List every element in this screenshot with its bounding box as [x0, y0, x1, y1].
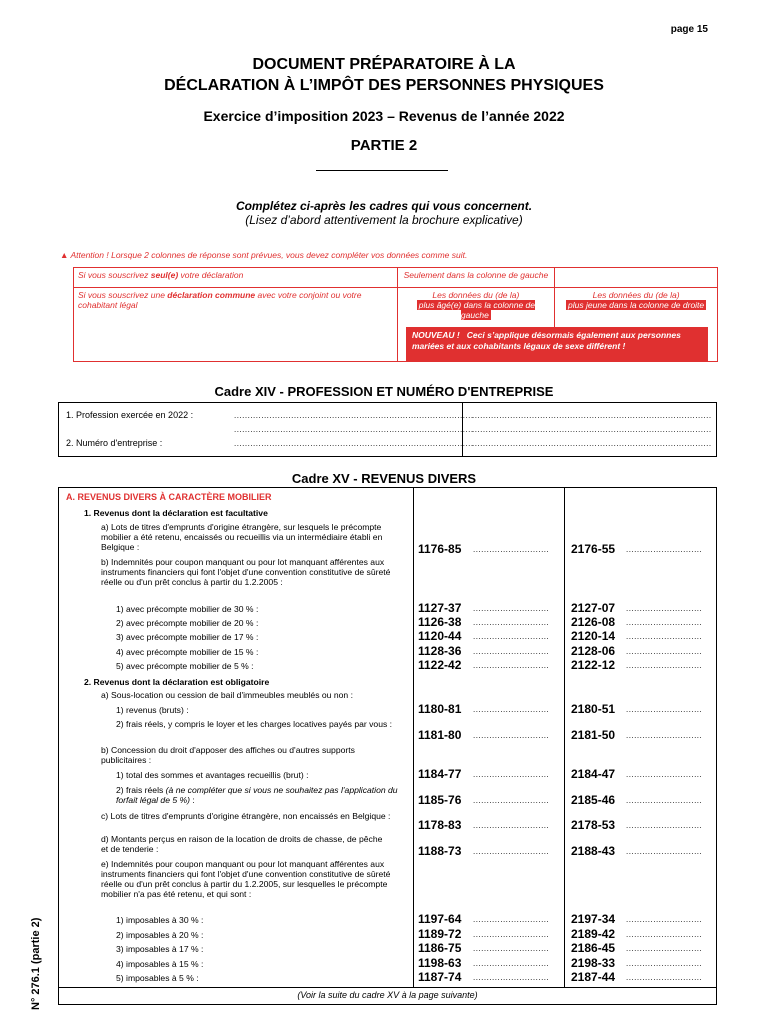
code-a1-right: 2176-55	[571, 542, 616, 556]
code-b1-3-right: 2120-14	[571, 629, 616, 643]
attention-note: ▲ Attention ! Lorsque 2 colonnes de réponse sont prévues, vous devez compléter vos données comme suit.	[60, 250, 468, 260]
enterprise-number-field-left[interactable]: ........................................................................................	[234, 439, 474, 448]
b1-item-5: 5) avec précompte mobilier de 5 % :	[116, 661, 254, 671]
amount-field-a2-1-right[interactable]: ............................	[626, 705, 703, 714]
amount-field-b2-1-right[interactable]: ............................	[626, 770, 703, 779]
amount-field-b1-2-right[interactable]: ............................	[626, 618, 703, 627]
code-e2-2-left: 1189-72	[418, 927, 462, 941]
enterprise-number-label: 2. Numéro d'entreprise :	[66, 438, 163, 448]
page-number: page 15	[670, 24, 708, 35]
code-e2-3-right: 2186-45	[571, 941, 616, 955]
item-b1-text: b) Indemnités pour coupon manquant ou pour lot manquant afférentes aux instruments financiers qui font l'objet d'une convention constitutive de sûreté réelle ou d'un prêt conclus à partir du 1.2.2005 :	[101, 557, 391, 587]
intro-line-2: (Lisez d’abord attentivement la brochure explicative)	[245, 213, 523, 227]
code-b2-2-left: 1185-76	[418, 793, 462, 807]
item-d2-text: d) Montants perçus en raison de la location de droits de chasse, de pêche et de tenderie :	[101, 834, 383, 854]
code-c2-right: 2178-53	[571, 818, 616, 832]
code-e2-5-right: 2187-44	[571, 970, 616, 984]
amount-field-d2-right[interactable]: ............................	[626, 847, 703, 856]
intro-line-1: Complétez ci-après les cadres qui vous concernent.	[235, 199, 533, 213]
profession-field-right-1[interactable]: ........................................................................................	[472, 411, 712, 420]
amount-field-b1-3-left[interactable]: ............................	[473, 632, 550, 641]
item-b2-text: b) Concession du droit d'apposer des affiches ou d'autres supports publicitaires :	[101, 745, 355, 765]
amount-field-a1-right[interactable]: ............................	[626, 545, 703, 554]
e2-item-5: 5) imposables à 5 % :	[116, 973, 199, 983]
code-a2-2-left: 1181-80	[418, 728, 462, 742]
code-a2-2-right: 2181-50	[571, 728, 616, 742]
amount-field-a2-1-left[interactable]: ............................	[473, 705, 550, 714]
amount-field-d2-left[interactable]: ............................	[473, 847, 550, 856]
code-a1-left: 1176-85	[418, 542, 462, 556]
code-d2-right: 2188-43	[571, 844, 616, 858]
code-c2-left: 1178-83	[418, 818, 462, 832]
code-e2-2-right: 2189-42	[571, 927, 616, 941]
code-e2-4-left: 1198-63	[418, 956, 462, 970]
nouveau-label: NOUVEAU !	[412, 330, 460, 340]
code-b1-4-right: 2128-06	[571, 644, 616, 658]
amount-field-e2-1-left[interactable]: ............................	[473, 915, 550, 924]
code-b2-1-left: 1184-77	[418, 767, 462, 781]
amount-field-b1-4-left[interactable]: ............................	[473, 647, 550, 656]
a2-item-1: 1) revenus (bruts) :	[116, 705, 189, 715]
section-a-title: A. REVENUS DIVERS À CARACTÈRE MOBILIER	[66, 492, 272, 502]
code-e2-1-left: 1197-64	[418, 912, 462, 926]
amount-field-b1-1-left[interactable]: ............................	[473, 604, 550, 613]
e2-item-1: 1) imposables à 30 % :	[116, 915, 204, 925]
amount-field-e2-5-left[interactable]: ............................	[473, 973, 550, 982]
title-line-1: DOCUMENT PRÉPARATOIRE À LA	[252, 56, 516, 73]
profession-field-left-2[interactable]: ........................................................................................	[234, 425, 474, 434]
code-a2-1-left: 1180-81	[418, 702, 462, 716]
b2-item-2: 2) frais réels (à ne compléter que si vous ne souhaitez pas l'application du forfait légal de 5 %) :	[116, 785, 398, 805]
code-b1-5-left: 1122-42	[418, 658, 462, 672]
amount-field-e2-5-right[interactable]: ............................	[626, 973, 703, 982]
subtitle: Exercice d’imposition 2023 – Revenus de l’année 2022	[203, 108, 565, 124]
code-d2-left: 1188-73	[418, 844, 462, 858]
amount-field-b1-5-right[interactable]: ............................	[626, 661, 703, 670]
amount-field-e2-2-right[interactable]: ............................	[626, 930, 703, 939]
b1-item-2: 2) avec précompte mobilier de 20 % :	[116, 618, 259, 628]
single-declaration-label: Si vous souscrivez seul(e) votre déclaration	[74, 268, 398, 288]
profession-field-right-2[interactable]: ........................................................................................	[472, 425, 712, 434]
e2-item-4: 4) imposables à 15 % :	[116, 959, 204, 969]
code-b2-2-right: 2185-46	[571, 793, 616, 807]
item-c2-text: c) Lots de titres d'emprunts d'origine étrangère, non encaissés en Belgique :	[101, 811, 391, 821]
amount-field-b1-5-left[interactable]: ............................	[473, 661, 550, 670]
amount-field-c2-right[interactable]: ............................	[626, 821, 703, 830]
joint-declaration-label: Si vous souscrivez une déclaration commune avec votre conjoint ou votre cohabitant légal	[74, 288, 398, 362]
amount-field-e2-2-left[interactable]: ............................	[473, 930, 550, 939]
code-b1-1-left: 1127-37	[418, 601, 462, 615]
single-left-column: Seulement dans la colonne de gauche	[397, 268, 555, 288]
joint-left-column: Les données du (de la) plus âgé(e) dans la colonne de gauche	[397, 288, 555, 362]
cadre-xiv-title: Cadre XIV - PROFESSION ET NUMÉRO D'ENTREPRISE	[214, 384, 554, 399]
b2-item-1: 1) total des sommes et avantages recueillis (brut) :	[116, 770, 309, 780]
amount-field-e2-1-right[interactable]: ............................	[626, 915, 703, 924]
item-e2-text: e) Indemnités pour coupon manquant ou pour lot manquant afférentes aux instruments financiers qui font l'objet d'une convention constitutive de sûreté réelle ou d'un prêt conclus à partir du 1.2.2005, sur lesquelles le précompte mobilier n'a pas été retenu, et qui sont :	[101, 859, 391, 899]
a2-item-2: 2) frais réels, y compris le loyer et les charges locatives payés par vous :	[116, 719, 393, 729]
amount-field-b2-2-right[interactable]: ............................	[626, 796, 703, 805]
amount-field-b2-1-left[interactable]: ............................	[473, 770, 550, 779]
footer-note: (Voir la suite du cadre XV à la page suivante)	[297, 990, 478, 1000]
amount-field-a2-2-left[interactable]: ............................	[473, 731, 550, 740]
code-b1-5-right: 2122-12	[571, 658, 616, 672]
sub2-title: 2. Revenus dont la déclaration est obligatoire	[84, 677, 270, 687]
amount-field-b1-3-right[interactable]: ............................	[626, 632, 703, 641]
title-line-2: DÉCLARATION À L’IMPÔT DES PERSONNES PHYSIQUES	[164, 77, 604, 94]
code-e2-5-left: 1187-74	[418, 970, 462, 984]
nouveau-text: Ceci s’applique désormais également aux personnes mariées et aux cohabitants légaux de sexe différent !	[412, 330, 681, 351]
code-b1-4-left: 1128-36	[418, 644, 462, 658]
cadre-xv-divider-1	[413, 487, 414, 987]
form-number: N° 276.1 (partie 2)	[30, 917, 42, 1010]
sub1-title: 1. Revenus dont la déclaration est facultative	[84, 508, 268, 518]
joint-right-column: Les données du (de la) plus jeune dans la colonne de droite	[555, 288, 718, 362]
code-b1-2-right: 2126-08	[571, 615, 616, 629]
code-b1-2-left: 1126-38	[418, 615, 462, 629]
nouveau-banner	[406, 327, 708, 361]
amount-field-b1-4-right[interactable]: ............................	[626, 647, 703, 656]
amount-field-e2-3-left[interactable]: ............................	[473, 944, 550, 953]
code-b2-1-right: 2184-47	[571, 767, 616, 781]
single-right-column	[555, 268, 718, 288]
code-e2-3-left: 1186-75	[418, 941, 462, 955]
amount-field-e2-4-right[interactable]: ............................	[626, 959, 703, 968]
e2-item-2: 2) imposables à 20 % :	[116, 930, 204, 940]
code-b1-3-left: 1120-44	[418, 629, 462, 643]
amount-field-c2-left[interactable]: ............................	[473, 821, 550, 830]
enterprise-number-field-right[interactable]: ........................................................................................	[472, 439, 712, 448]
amount-field-b2-2-left[interactable]: ............................	[473, 796, 550, 805]
partie-label: PARTIE 2	[350, 137, 418, 154]
code-e2-4-right: 2198-33	[571, 956, 616, 970]
profession-field-left-1[interactable]: ........................................................................................	[234, 411, 474, 420]
e2-item-3: 3) imposables à 17 % :	[116, 944, 204, 954]
cadre-xv-title: Cadre XV - REVENUS DIVERS	[291, 471, 477, 486]
b1-item-3: 3) avec précompte mobilier de 17 % :	[116, 632, 259, 642]
amount-field-b1-2-left[interactable]: ............................	[473, 618, 550, 627]
cadre-xv-footer-rule	[58, 987, 717, 988]
amount-field-e2-3-right[interactable]: ............................	[626, 944, 703, 953]
profession-label: 1. Profession exercée en 2022 :	[66, 410, 194, 420]
amount-field-e2-4-left[interactable]: ............................	[473, 959, 550, 968]
amount-field-b1-1-right[interactable]: ............................	[626, 604, 703, 613]
cadre-xv-divider-2	[564, 487, 565, 987]
item-a2-text: a) Sous-location ou cession de bail d'immeubles meublés ou non :	[101, 690, 353, 700]
amount-field-a1-left[interactable]: ............................	[473, 545, 550, 554]
b1-item-1: 1) avec précompte mobilier de 30 % :	[116, 604, 259, 614]
code-e2-1-right: 2197-34	[571, 912, 616, 926]
b1-item-4: 4) avec précompte mobilier de 15 % :	[116, 647, 259, 657]
code-a2-1-right: 2180-51	[571, 702, 616, 716]
code-b1-1-right: 2127-07	[571, 601, 616, 615]
item-a1-text: a) Lots de titres d'emprunts d'origine étrangère, sur lesquels le précompte mobilier a été retenu, encaissés ou recueillis via un intermédiaire établi en Belgique :	[101, 522, 383, 552]
divider	[316, 170, 448, 171]
amount-field-a2-2-right[interactable]: ............................	[626, 731, 703, 740]
